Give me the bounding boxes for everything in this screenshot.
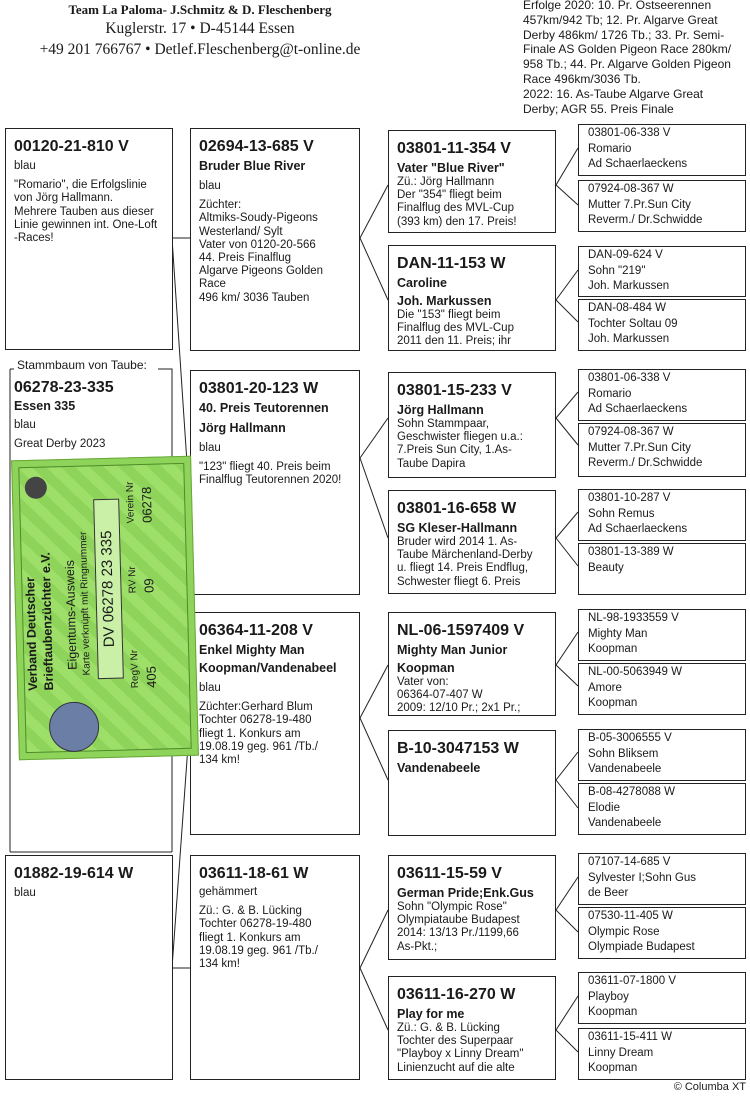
pigeon-ring: 07107-14-685 V xyxy=(588,856,671,868)
pigeon-note: Algarve Pigeons Golden xyxy=(199,265,324,278)
granddam-maternal-box xyxy=(190,855,360,1080)
pigeon-note: fliegt 1. Konkurs am xyxy=(199,727,301,740)
card-title: Eigentums-Ausweis xyxy=(62,559,80,671)
pigeon-note: Linienzucht auf die alte xyxy=(397,1061,515,1074)
pigeon-note: Zü.: Jörg Hallmann xyxy=(397,176,495,188)
success-line: Finale AS Golden Pigeon Race 280km/ xyxy=(523,42,732,57)
gen3-box xyxy=(388,855,556,960)
subject-name: Essen 335 xyxy=(14,399,76,413)
pigeon-breeder: Joh. Markussen xyxy=(397,294,492,308)
success-line: 457km/942 Tb; 12. Pr. Algarve Great xyxy=(523,12,718,27)
pigeon-breeder: Koopman/Vandenabeel xyxy=(199,661,337,675)
pigeon-name: Playboy xyxy=(588,990,629,1003)
pigeon-name: Elodie xyxy=(588,801,620,814)
gen3-box xyxy=(388,612,556,716)
pigeon-breeder: Reverm./ Dr.Schwidde xyxy=(588,214,703,226)
pigeon-breeder: de Beer xyxy=(588,887,629,899)
pigeon-note: Vater von: xyxy=(397,676,449,688)
gen4-box xyxy=(578,783,746,835)
pigeon-breeder: Joh. Markussen xyxy=(588,333,670,345)
sire-box xyxy=(5,128,173,350)
pigeon-note: Race xyxy=(199,278,226,291)
card-ring-number: DV 06278 23 335 xyxy=(93,499,124,680)
pigeon-note: u. fliegt 14. Preis Endflug, xyxy=(397,562,529,575)
pigeon-note: Mehrere Tauben aus dieser xyxy=(14,205,154,218)
pigeon-name: Mighty Man xyxy=(588,627,648,640)
pigeon-note: Der "354" fliegt beim xyxy=(397,189,502,202)
card-rv-value: 09 xyxy=(141,578,157,594)
pigeon-name: Play for me xyxy=(397,1007,465,1021)
gen3-box xyxy=(388,730,556,836)
pigeon-breeder: Olympiade Budapest xyxy=(588,941,695,953)
pigeon-note: Taube Dapira xyxy=(397,457,466,470)
card-verein-value: 06278 xyxy=(138,486,155,524)
pigeon-ring: 06364-11-208 V xyxy=(199,622,313,639)
pigeon-note: Schwester fliegt 6. Preis xyxy=(397,575,521,588)
gen4-box xyxy=(578,489,746,541)
pigeon-ring: 03611-07-1800 V xyxy=(588,975,677,987)
pigeon-name: 40. Preis Teutorennen xyxy=(199,401,329,415)
gen4-box xyxy=(578,853,746,905)
pigeon-breeder: Koopman xyxy=(588,643,638,655)
dam-box xyxy=(5,855,173,1080)
pigeon-ring: 07924-08-367 W xyxy=(588,183,674,195)
card-subtitle: Karte verknüpft mit Ringnummer xyxy=(77,531,93,676)
pigeon-note: 134 km! xyxy=(199,958,240,971)
pigeon-name: Linny Dream xyxy=(588,1046,654,1059)
success-line: Race 496km/3036 Tb. xyxy=(523,71,641,86)
pigeon-note: Tochter 06278-19-480 xyxy=(199,714,312,727)
pigeon-note: Sohn Stammpaar, xyxy=(397,418,490,430)
pigeon-note: -Races! xyxy=(14,232,54,245)
pigeon-name: Sohn Bliksem xyxy=(588,747,659,760)
pigeon-breeder: Jörg Hallmann xyxy=(199,421,286,435)
card-regv-value: 405 xyxy=(143,665,160,689)
pigeon-note: Taube Märchenland-Derby xyxy=(397,549,533,562)
pigeon-note: 19.08.19 geg. 961 /Tb./ xyxy=(199,944,318,957)
pigeon-ring: 07530-11-405 W xyxy=(588,910,673,922)
subject-note: Great Derby 2023 xyxy=(14,438,106,450)
pigeon-note: Sohn "Olympic Rose" xyxy=(397,901,507,913)
pigeon-note: 2014: 13/13 Pr./1199,66 xyxy=(397,927,519,940)
pigeon-ring: B-08-4278088 W xyxy=(588,786,675,798)
gen4-box xyxy=(578,972,746,1024)
gen4-box xyxy=(578,369,746,421)
card-regv-label: RegV Nr xyxy=(129,649,142,689)
pigeon-name: gehämmert xyxy=(199,886,258,898)
pigeon-ring: B-10-3047153 W xyxy=(397,740,519,757)
gen4-box xyxy=(578,299,746,351)
pigeon-note: Tochter des Superpaar xyxy=(397,1035,514,1048)
pigeon-note: Tochter 06278-19-480 xyxy=(199,918,312,931)
pigeon-note: Züchter: xyxy=(199,199,242,212)
card-verein-label: Verein Nr xyxy=(124,481,137,524)
pigeon-emblem-icon xyxy=(25,476,48,499)
pigeon-note: 7.Preis Sun City, 1.As- xyxy=(397,444,512,457)
pigeon-note: As-Pkt.; xyxy=(397,940,438,953)
pigeon-breeder: Koopman xyxy=(397,661,455,675)
pigeon-name: Mutter 7.Pr.Sun City xyxy=(588,441,691,454)
success-line: 2022: 16. As-Taube Algarve Great xyxy=(523,86,704,101)
pigeon-breeder: Ad Schaerlaeckens xyxy=(588,403,688,415)
pigeon-note: Finalflug des MVL-Cup xyxy=(397,202,514,215)
pigeon-ring: 03801-20-123 W xyxy=(199,380,319,397)
pigeon-name: Amore xyxy=(588,681,622,694)
pigeon-note: "123" fliegt 40. Preis beim xyxy=(199,461,331,474)
pigeon-note: Finalflug Teutorennen 2020! xyxy=(199,474,342,487)
pigeon-note: Die "153" fliegt beim xyxy=(397,309,501,321)
pigeon-name: Bruder Blue River xyxy=(199,159,306,173)
gen3-box xyxy=(388,976,556,1080)
card-rv-label: RV Nr xyxy=(126,566,139,594)
pigeon-note: 2011 den 11. Preis; ihr xyxy=(397,335,512,348)
gen4-box xyxy=(578,663,746,715)
pigeon-note: Linie gewinnen int. One-Loft xyxy=(14,218,158,231)
gen4-box xyxy=(578,907,746,959)
gen4-box xyxy=(578,124,746,176)
pigeon-note: fliegt 1. Konkurs am xyxy=(199,931,301,944)
pigeon-ring: 03801-13-389 W xyxy=(588,546,674,558)
pigeon-ring: 03611-18-61 W xyxy=(199,865,309,882)
gen4-box xyxy=(578,423,746,477)
subject-ring: 06278-23-335 xyxy=(14,379,114,396)
pigeon-color: blau xyxy=(14,160,36,172)
pigeon-ring: 03611-15-59 V xyxy=(397,865,502,882)
pigeon-name: Caroline xyxy=(397,276,448,290)
pigeon-ring: 02694-13-685 V xyxy=(199,138,314,155)
pigeon-name: Vandenabeele xyxy=(397,761,481,775)
pigeon-ring: 01882-19-614 W xyxy=(14,865,134,882)
pigeon-note: 06364-07-407 W xyxy=(397,689,483,702)
pigeon-ring: 03801-10-287 V xyxy=(588,492,671,504)
pigeon-note: Bruder wird 2014 1. As- xyxy=(397,536,518,548)
pigeon-ring: 03801-06-338 V xyxy=(588,127,671,139)
pigeon-name: Sohn Remus xyxy=(588,507,655,520)
pigeon-name: Enkel Mighty Man xyxy=(199,643,305,657)
success-line: Derby 486km/ 1726 Tb.; 33. Pr. Semi- xyxy=(523,27,725,42)
gen4-box xyxy=(578,246,746,297)
granddam-paternal-box xyxy=(190,370,360,595)
pigeon-note: 134 km! xyxy=(199,754,240,767)
pigeon-ring: DAN-11-153 W xyxy=(397,255,506,272)
pigeon-name: Sylvester I;Sohn Gus xyxy=(588,871,697,884)
gen3-box xyxy=(388,130,556,233)
pigeon-breeder: Ad Schaerlaeckens xyxy=(588,158,688,170)
pigeon-breeder: Vandenabeele xyxy=(588,817,662,829)
subject-color: blau xyxy=(14,419,36,431)
pigeon-note: Westerland/ Sylt xyxy=(199,225,283,238)
pigeon-note: Altmiks-Soudy-Pigeons xyxy=(199,212,318,225)
pigeon-breeder: Vandenabeele xyxy=(588,763,662,775)
pigeon-ring: NL-06-1597409 V xyxy=(397,622,525,639)
card-org-line2: Brieftaubenzüchter e.V. xyxy=(38,551,57,691)
breeder-address: Kuglerstr. 17 • D-45144 Essen xyxy=(105,20,295,37)
pigeon-ring: NL-00-5063949 W xyxy=(588,666,682,678)
pigeon-name: Romario xyxy=(588,142,632,155)
gen4-box xyxy=(578,1028,746,1080)
pigeon-ring: B-05-3006555 V xyxy=(588,732,672,744)
pedigree-label: Stammbaum von Taube: xyxy=(14,358,150,372)
pigeon-name: Romario xyxy=(588,387,632,400)
grandsire-paternal-box xyxy=(190,128,360,351)
breeder-contact: +49 201 766767 • Detlef.Fleschenberg@t-online.de xyxy=(39,41,361,58)
gen4-box xyxy=(578,609,746,661)
success-line: Derby; AGR 55. Preis Finale xyxy=(523,101,674,116)
pigeon-name: German Pride;Enk.Gus xyxy=(397,886,534,900)
pigeon-note: 2009: 12/10 Pr.; 2x1 Pr.; xyxy=(397,702,521,715)
breeder-team-name: Team La Paloma- J.Schmitz & D. Fleschenberg xyxy=(68,2,332,17)
pigeon-note: Zü.: G. & B. Lücking xyxy=(199,905,302,918)
success-line: 958 Tb.; 44. Pr. Algarve Golden Pigeon xyxy=(523,57,731,72)
pigeon-breeder: Koopman xyxy=(588,1006,638,1018)
pigeon-breeder: Joh. Markussen xyxy=(588,280,670,292)
pigeon-name: Olympic Rose xyxy=(588,925,660,938)
pigeon-note: "Romario", die Erfolgslinie xyxy=(14,179,147,192)
pigeon-note: von Jörg Hallmann. xyxy=(14,192,114,205)
pigeon-name: Tochter Soltau 09 xyxy=(588,317,678,330)
gen3-box xyxy=(388,490,556,594)
pigeon-ring: DAN-09-624 V xyxy=(588,249,663,261)
pigeon-breeder: Koopman xyxy=(588,697,638,709)
pigeon-note: Finalflug des MVL-Cup xyxy=(397,322,514,335)
pigeon-note: 19.08.19 geg. 961 /Tb./ xyxy=(199,740,318,753)
pigeon-name: Beauty xyxy=(588,561,624,574)
pigeon-note: Olympiataube Budapest xyxy=(397,914,520,927)
subject-pigeon xyxy=(14,379,169,450)
pigeon-color: blau xyxy=(199,682,221,694)
pigeon-color: blau xyxy=(199,442,221,454)
pigeon-name: Vater "Blue River" xyxy=(397,161,505,175)
pigeon-color: blau xyxy=(14,887,36,899)
pigeon-breeder: Reverm./ Dr.Schwidde xyxy=(588,457,703,469)
pigeon-breeder: Ad Schaerlaeckens xyxy=(588,523,688,535)
ownership-card xyxy=(11,456,199,761)
pigeon-name: SG Kleser-Hallmann xyxy=(397,521,518,535)
success-line: Erfolge 2020: 10. Pr. Ostseerennen xyxy=(523,0,712,12)
pigeon-name: Mighty Man Junior xyxy=(397,643,508,657)
gen4-box xyxy=(578,729,746,781)
pigeon-ring: 03801-06-338 V xyxy=(588,372,671,384)
pigeon-note: Zü.: G. & B. Lücking xyxy=(397,1022,500,1034)
pigeon-ring: NL-98-1933559 V xyxy=(588,612,679,624)
pigeon-ring: 03801-15-233 V xyxy=(397,382,512,399)
software-credit: © Columba XT xyxy=(673,1081,746,1093)
gen3-box xyxy=(388,372,556,478)
pigeon-ring: 03611-16-270 W xyxy=(397,986,516,1003)
card-org-line1: Verband Deutscher xyxy=(23,576,41,692)
gen4-box xyxy=(578,543,746,595)
pigeon-name: Mutter 7.Pr.Sun City xyxy=(588,198,691,211)
pigeon-note: Züchter:Gerhard Blum xyxy=(199,701,313,714)
pigeon-ring: 03801-11-354 V xyxy=(397,140,511,157)
pigeon-ring: 03611-15-411 W xyxy=(588,1031,672,1043)
association-logo-icon xyxy=(48,701,99,752)
pigeon-note: Vater von 0120-20-566 xyxy=(199,238,316,251)
pigeon-note: 496 km/ 3036 Tauben xyxy=(199,291,310,304)
pigeon-note: "Playboy x Linny Dream" xyxy=(397,1048,524,1061)
pigeon-name: Sohn "219" xyxy=(588,264,646,277)
gen3-box xyxy=(388,245,556,351)
pigeon-ring: 00120-21-810 V xyxy=(14,138,129,155)
pigeon-ring: 07924-08-367 W xyxy=(588,426,674,438)
pigeon-note: Geschwister fliegen u.a.: xyxy=(397,431,523,444)
pigeon-note: (393 km) den 17. Preis! xyxy=(397,215,517,228)
gen4-box xyxy=(578,180,746,232)
pigeon-note: 44. Preis Finalflug xyxy=(199,252,292,265)
pigeon-ring: 03801-16-658 W xyxy=(397,500,517,517)
pigeon-ring: DAN-08-484 W xyxy=(588,302,666,314)
pigeon-color: blau xyxy=(199,180,221,192)
grandsire-maternal-box xyxy=(190,612,360,835)
pigeon-breeder: Koopman xyxy=(588,1062,638,1074)
pigeon-name: Jörg Hallmann xyxy=(397,403,484,417)
